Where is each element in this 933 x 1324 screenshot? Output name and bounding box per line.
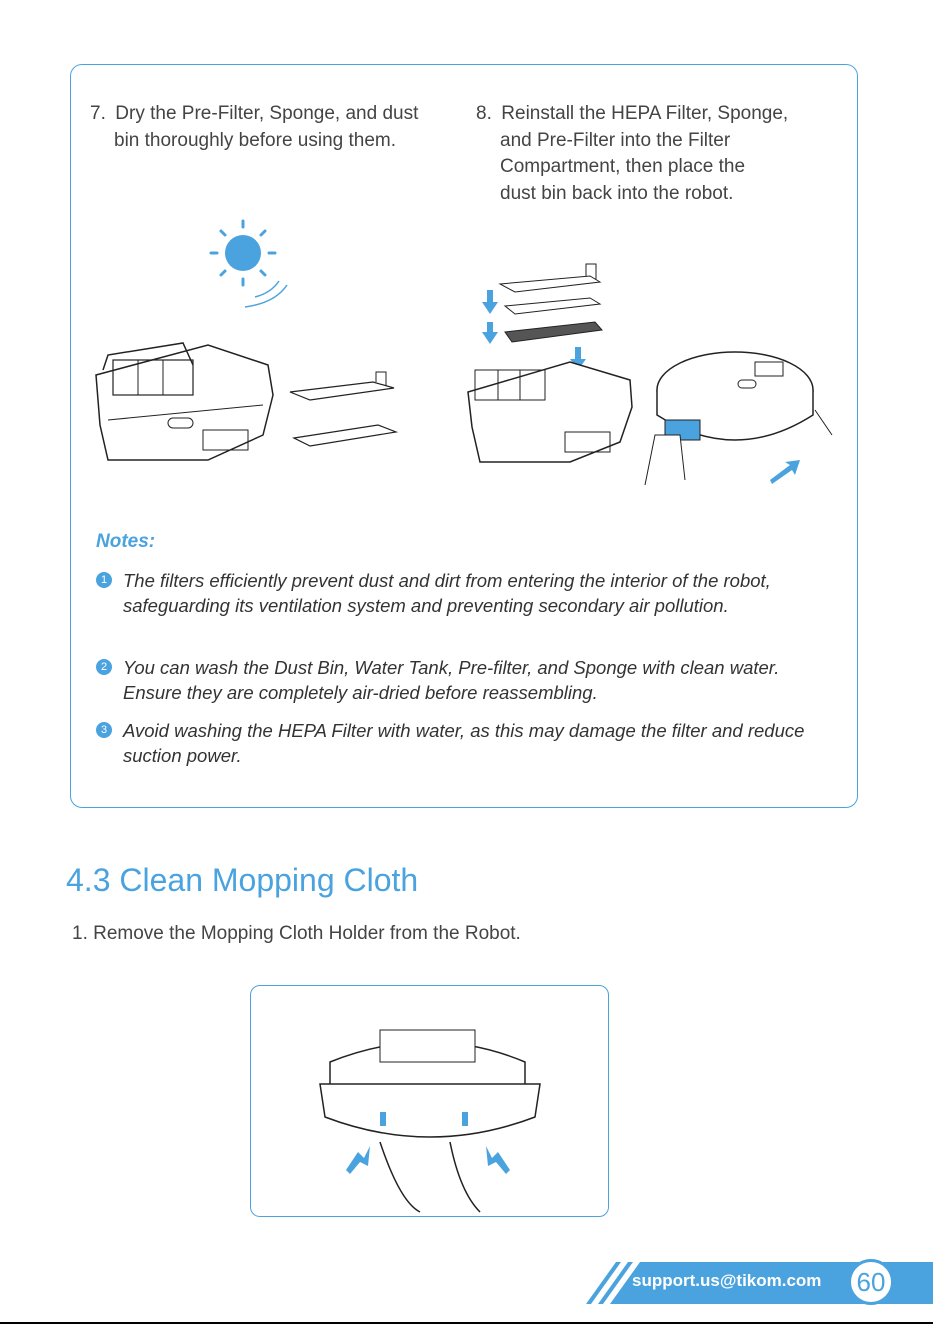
note-text: Avoid washing the HEPA Filter with water, as this may damage the filter and reduce suction power.: [123, 720, 805, 766]
note-item: [96, 655, 826, 705]
note-text: The filters efficiently prevent dust and dirt from entering the interior of the robot, safeguarding its ventilation system and preventing secondary air pollution.: [123, 570, 771, 616]
notes-title: Notes:: [96, 531, 156, 552]
step-7: 7. Dry the Pre-Filter, Sponge, and dust bin thoroughly before using them.: [90, 103, 419, 151]
sun-icon: [205, 215, 305, 315]
page-number: 60: [848, 1259, 894, 1305]
section-title: 4.3 Clean Mopping Cloth: [66, 862, 419, 898]
reinstall-illustration: [460, 262, 645, 472]
pre-filter-illustration: [288, 370, 398, 455]
note-badge: 3: [96, 722, 112, 738]
mop-holder-illustration: [310, 1022, 550, 1214]
step-8: 8. Reinstall the HEPA Filter, Sponge, and Pre-Filter into the Filter Compartment, then place the dust bin back into the robot.: [476, 103, 789, 204]
support-email-link[interactable]: support.us@tikom.com: [632, 1271, 822, 1290]
note-badge: 2: [96, 659, 112, 675]
note-text: You can wash the Dust Bin, Water Tank, Pre-filter, and Sponge with clean water. Ensure they are completely air-dried before reassembling.: [123, 657, 780, 703]
note-item: [96, 718, 826, 768]
step-1: 1. Remove the Mopping Cloth Holder from the Robot.: [72, 923, 521, 944]
dust-bin-illustration: [88, 335, 288, 470]
robot-insert-illustration: [640, 340, 840, 488]
note-badge: 1: [96, 572, 112, 588]
note-item: [96, 568, 826, 618]
